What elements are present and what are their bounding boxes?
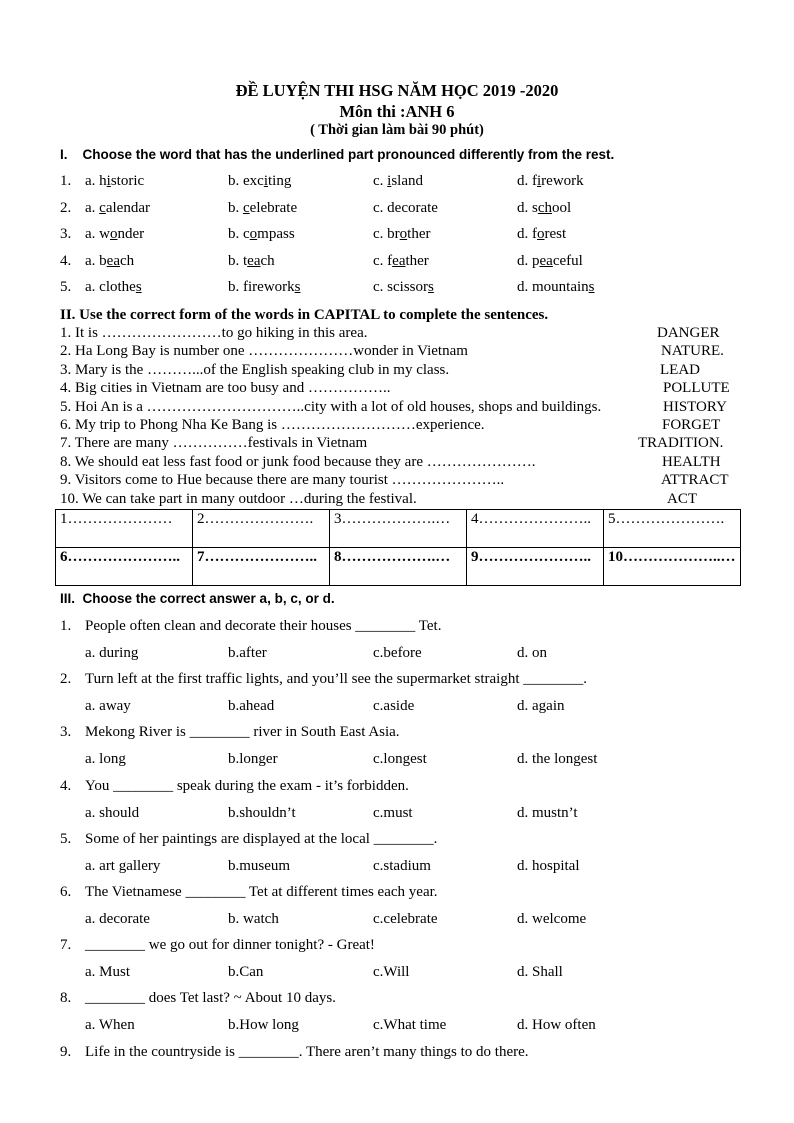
option-a: a. calendar [85, 199, 150, 216]
answer-option: d. on [517, 645, 547, 661]
answer-option: c.Will [373, 964, 410, 981]
sentence: 4. Big cities in Vietnam are too busy and …………….. [60, 380, 391, 397]
capital-word: ACT [667, 490, 697, 507]
option-b: b. compass [228, 226, 295, 242]
pronunciation-item [60, 279, 760, 299]
question-text: ________ we go out for dinner tonight? - Great! [85, 937, 375, 954]
options-row [60, 964, 760, 984]
question-number: 9. [60, 1043, 72, 1060]
question [60, 1044, 760, 1064]
answer-option: b.museum [228, 857, 291, 874]
answer-option: d. hospital [517, 857, 580, 874]
section2-heading: II. Use the correct form of the words in CAPITAL to complete the sentences. [60, 307, 549, 323]
word-form-item [60, 343, 740, 361]
question-number: 8. [60, 990, 72, 1007]
underlined-part: i [387, 173, 392, 189]
answer-table [55, 509, 741, 586]
answer-option: a. When [85, 1017, 135, 1034]
sentence: 8. We should eat less fast food or junk food because they are …………………. [60, 453, 536, 470]
options-row [60, 698, 760, 718]
underlined-part: s [294, 279, 301, 295]
answer-option: a. during [85, 645, 139, 661]
answer-option: d. Shall [517, 964, 563, 981]
underlined-part: ea [247, 252, 261, 269]
word-form-item [60, 417, 740, 435]
question-number: 3. [60, 724, 72, 741]
option-c: c. brother [373, 226, 431, 242]
answer-cell: 4………………….. [467, 510, 604, 548]
options-row [60, 858, 760, 878]
question-number: 4. [60, 777, 72, 794]
option-c: c. island [373, 173, 424, 189]
answer-option: a. art gallery [85, 857, 161, 874]
sentence: 7. There are many ……………festivals in Vietnam [60, 435, 368, 452]
underlined-part: s [135, 279, 142, 295]
item-number: 1. [60, 173, 72, 189]
sentence: 2. Ha Long Bay is number one …………………wonder in Vietnam [60, 343, 468, 360]
answer-option: a. should [85, 804, 140, 821]
capital-word: FORGET [662, 417, 721, 433]
underlined-part: ea [392, 252, 406, 269]
underlined-part: o [110, 226, 118, 242]
answer-option: c.aside [373, 698, 415, 715]
answer-cell: 9………………….. [467, 548, 604, 586]
sentence: 10. We can take part in many outdoor …during the festival. [60, 490, 417, 507]
question-number: 5. [60, 830, 72, 847]
answer-option: a. decorate [85, 911, 150, 927]
question-text: Turn left at the first traffic lights, and you’ll see the supermarket straight ________. [85, 671, 587, 688]
question [60, 990, 760, 1010]
word-form-item [60, 472, 740, 490]
answer-option: d. welcome [517, 911, 587, 927]
option-b: b. celebrate [228, 199, 298, 216]
answer-cell: 8……………….… [330, 548, 467, 586]
options-row [60, 911, 760, 931]
answer-option: d. the longest [517, 751, 598, 768]
option-a: a. beach [85, 252, 135, 269]
item-number: 2. [60, 199, 72, 216]
pronunciation-item [60, 200, 760, 220]
underlined-part: i [263, 173, 268, 189]
section1-heading: I. Choose the word that has the underlined part pronounced differently from the rest. [60, 147, 615, 162]
question-text: The Vietnamese ________ Tet at different times each year. [85, 884, 438, 900]
answer-option: d. mustn’t [517, 804, 578, 821]
underlined-part: i [106, 173, 111, 189]
option-c: c. scissors [373, 279, 434, 295]
question-text: Some of her paintings are displayed at the local ________. [85, 830, 438, 847]
answer-cell: 2…………………. [193, 510, 330, 548]
underlined-part: i [537, 173, 542, 189]
section3-heading: III. Choose the correct answer a, b, c, or d. [60, 591, 335, 606]
answer-option: b.longer [228, 751, 278, 768]
question-text: ________ does Tet last? ~ About 10 days. [85, 990, 336, 1007]
sentence: 3. Mary is the ………...of the English speaking club in my class. [60, 361, 450, 378]
answer-option: b.shouldn’t [228, 804, 296, 821]
answer-option: d. How often [517, 1017, 596, 1034]
answer-cell: 7………………….. [193, 548, 330, 586]
question-number: 1. [60, 618, 72, 634]
answer-option: c.before [373, 645, 422, 661]
capital-word: HEALTH [662, 453, 721, 470]
underlined-part: ea [106, 252, 120, 269]
exam-time: ( Thời gian làm bài 90 phút) [310, 122, 484, 138]
option-c: c. feather [373, 252, 429, 269]
word-form-item [60, 454, 740, 472]
answer-cell: 5…………………. [604, 510, 741, 548]
capital-word: DANGER [657, 325, 720, 341]
underlined-part: o [537, 226, 545, 242]
answer-cell: 1………………… [56, 510, 193, 548]
answer-option: b.Can [228, 964, 264, 981]
pronunciation-item [60, 253, 760, 273]
answer-cell: 3……………….… [330, 510, 467, 548]
capital-word: LEAD [660, 361, 700, 378]
option-d: d. forest [517, 226, 567, 242]
word-form-item [60, 362, 740, 380]
answer-option: b.after [228, 645, 267, 661]
sentence: 5. Hoi An is a …………………………..city with a lot of old houses, shops and buildings. [60, 398, 602, 415]
option-b: b. exciting [228, 173, 292, 189]
answer-option: a. Must [85, 964, 130, 981]
answer-option: b.ahead [228, 698, 275, 715]
answer-cell: 6………………….. [56, 548, 193, 586]
question [60, 724, 760, 744]
exam-title: ĐỀ LUYỆN THI HSG NĂM HỌC 2019 -2020 [235, 81, 559, 100]
word-form-item [60, 380, 740, 398]
pronunciation-item [60, 226, 760, 246]
option-a: a. historic [85, 173, 145, 189]
sentence: 6. My trip to Phong Nha Ke Bang is ………………………experience. [60, 417, 485, 433]
question-number: 6. [60, 884, 72, 900]
answer-cell: 10………………..… [604, 548, 741, 586]
option-c: c. decorate [373, 199, 438, 216]
underlined-part: c [99, 199, 106, 216]
sentence: 9. Visitors come to Hue because there are many tourist ………………….. [60, 472, 505, 489]
option-d: d. firework [517, 173, 584, 189]
question-text: You ________ speak during the exam - it’s forbidden. [85, 777, 409, 794]
underlined-part: ch [537, 199, 553, 216]
pronunciation-item [60, 173, 760, 193]
question-text: Mekong River is ________ river in South East Asia. [85, 724, 400, 741]
question-number: 7. [60, 937, 72, 954]
word-form-item [60, 399, 740, 417]
option-d: d. peaceful [517, 252, 583, 269]
option-d: d. school [517, 199, 572, 216]
item-number: 3. [60, 226, 72, 242]
options-row [60, 805, 760, 825]
answer-option: c.celebrate [373, 911, 438, 927]
question [60, 937, 760, 957]
question [60, 778, 760, 798]
item-number: 5. [60, 279, 72, 295]
underlined-part: s [588, 279, 595, 295]
question [60, 831, 760, 851]
sentence: 1. It is ……………………to go hiking in this area. [60, 325, 368, 341]
capital-word: HISTORY [663, 398, 727, 415]
word-form-item [60, 491, 740, 509]
underlined-part: ea [539, 252, 553, 269]
options-row [60, 1017, 760, 1037]
option-a: a. wonder [85, 226, 145, 242]
answer-option: a. away [85, 698, 131, 715]
exam-subject: Môn thi :ANH 6 [339, 102, 455, 121]
question [60, 671, 760, 691]
question-number: 2. [60, 671, 72, 688]
question-text: Life in the countryside is ________. There aren’t many things to do there. [85, 1043, 529, 1060]
question [60, 618, 760, 638]
word-form-item [60, 325, 740, 343]
word-form-item [60, 435, 740, 453]
capital-word: TRADITION. [638, 435, 724, 452]
answer-option: b. watch [228, 911, 279, 927]
answer-option: b.How long [228, 1017, 299, 1034]
answer-option: c.What time [373, 1017, 447, 1034]
answer-option: c.must [373, 804, 413, 821]
answer-option: c.stadium [373, 857, 431, 874]
question [60, 884, 760, 904]
item-number: 4. [60, 252, 72, 269]
underlined-part: c [243, 199, 250, 216]
option-a: a. clothes [85, 279, 142, 295]
capital-word: POLLUTE [663, 380, 730, 397]
option-b: b. fireworks [228, 279, 301, 295]
underlined-part: o [399, 226, 408, 242]
answer-option: d. again [517, 698, 565, 715]
answer-option: a. long [85, 751, 126, 768]
question-text: People often clean and decorate their houses ________ Tet. [85, 618, 442, 634]
answer-option: c.longest [373, 751, 427, 768]
capital-word: NATURE. [661, 343, 724, 360]
option-b: b. teach [228, 252, 275, 269]
options-row [60, 645, 760, 665]
options-row [60, 751, 760, 771]
capital-word: ATTRACT [661, 472, 729, 489]
underlined-part: s [428, 279, 434, 295]
underlined-part: o [249, 226, 258, 242]
option-d: d. mountains [517, 279, 595, 295]
